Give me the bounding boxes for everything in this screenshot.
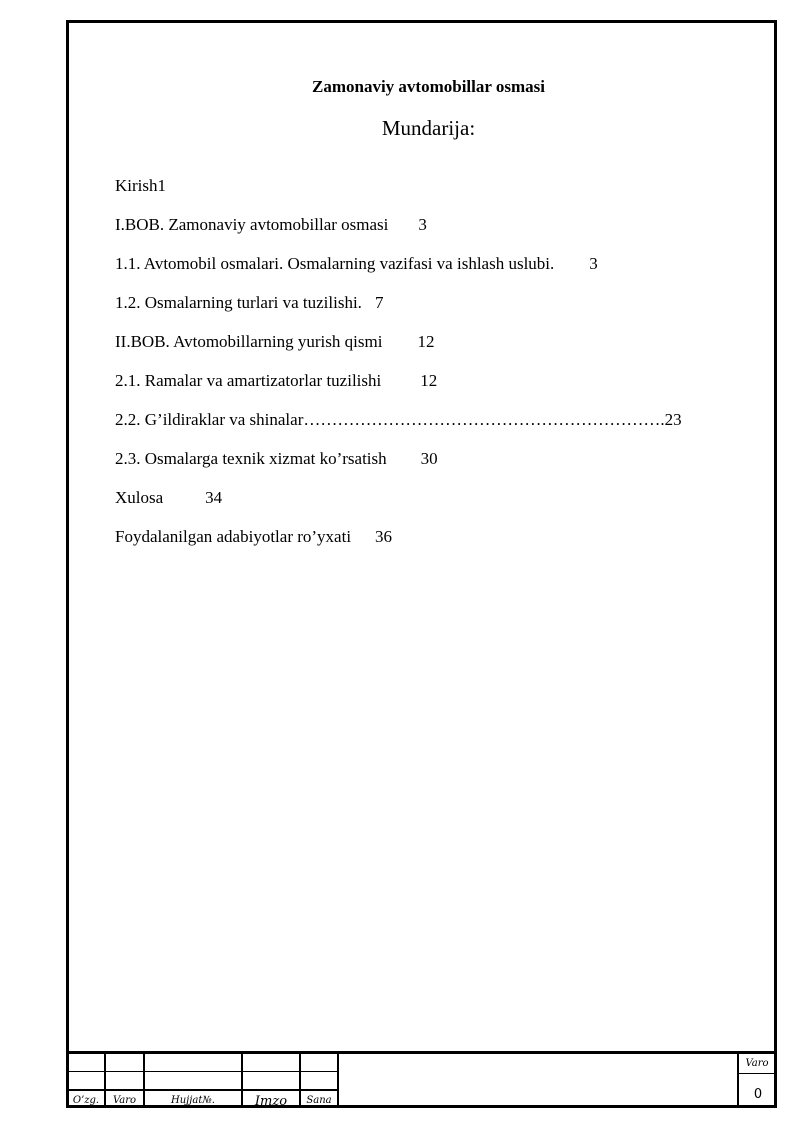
toc-entry bbox=[115, 176, 166, 196]
toc-entry-text: 2.3. Osmalarga texnik xizmat ko’rsatish bbox=[115, 449, 387, 468]
title-block-divider bbox=[337, 1052, 339, 1108]
toc-entry bbox=[115, 410, 682, 430]
page-frame bbox=[66, 20, 777, 1108]
toc-entry bbox=[115, 254, 598, 274]
toc-entry-text: 2.1. Ramalar va amartizatorlar tuzilishi bbox=[115, 371, 382, 390]
toc-entry-page: 12 bbox=[417, 332, 435, 351]
toc-entry-text: I.BOB. Zamonaviy avtomobillar osmasi bbox=[115, 215, 389, 234]
toc-entry-text: II.BOB. Avtomobillarning yurish qismi bbox=[115, 332, 383, 351]
toc-entry-text: Foydalanilgan adabiyotlar ro’yxati bbox=[115, 527, 352, 546]
toc-entry-page: 3 bbox=[418, 215, 427, 234]
toc-entry-text: 1.2. Osmalarning turlari va tuzilishi. bbox=[115, 293, 362, 312]
stamp-label-ozg: O’zg. bbox=[72, 1095, 100, 1106]
toc-entry-text: 1.1. Avtomobil osmalari. Osmalarning vazifasi va ishlash uslubi. bbox=[115, 254, 555, 273]
stamp-label-sana: Sana bbox=[306, 1095, 332, 1106]
toc-entry-page: 23 bbox=[664, 410, 682, 429]
stamp-label-varoq: Varo bbox=[112, 1095, 137, 1106]
toc-entry-page: 7 bbox=[374, 293, 384, 312]
toc-entry bbox=[115, 332, 434, 352]
toc-entry-page: 34 bbox=[205, 488, 223, 507]
toc-entry bbox=[115, 371, 437, 391]
toc-entry-page: 12 bbox=[420, 371, 438, 390]
toc-entry-page: 1 bbox=[157, 176, 166, 195]
document-title: Zamonaviy avtomobillar osmasi bbox=[312, 77, 545, 96]
stamp-label-sheet: Varo bbox=[745, 1058, 769, 1069]
title-block-row-line bbox=[66, 1071, 338, 1072]
toc-entry bbox=[115, 488, 222, 508]
stamp-label-imzo: Imzo bbox=[254, 1094, 288, 1109]
toc-entry-page: 36 bbox=[375, 527, 393, 546]
toc-heading: Mundarija: bbox=[381, 116, 476, 140]
toc-entry-text: Xulosa bbox=[115, 488, 164, 507]
toc-entry bbox=[115, 293, 383, 313]
stamp-label-hujjat: Hujjat№. bbox=[171, 1095, 215, 1106]
title-block-top-border bbox=[66, 1051, 777, 1054]
toc-entry-text: Kirish bbox=[115, 176, 158, 195]
toc-entry bbox=[115, 215, 427, 235]
title-block-row-line bbox=[66, 1089, 338, 1091]
title-block-row-line bbox=[737, 1073, 777, 1074]
toc-entry-page: 3 bbox=[589, 254, 598, 273]
toc-entry bbox=[115, 449, 438, 469]
toc-entry-page: 30 bbox=[420, 449, 438, 468]
sheet-number: 0 bbox=[753, 1087, 763, 1102]
toc-entry-text: 2.2. G’ildiraklar va shinalar………………………………………………………. bbox=[115, 410, 665, 429]
toc-entry bbox=[115, 527, 392, 547]
